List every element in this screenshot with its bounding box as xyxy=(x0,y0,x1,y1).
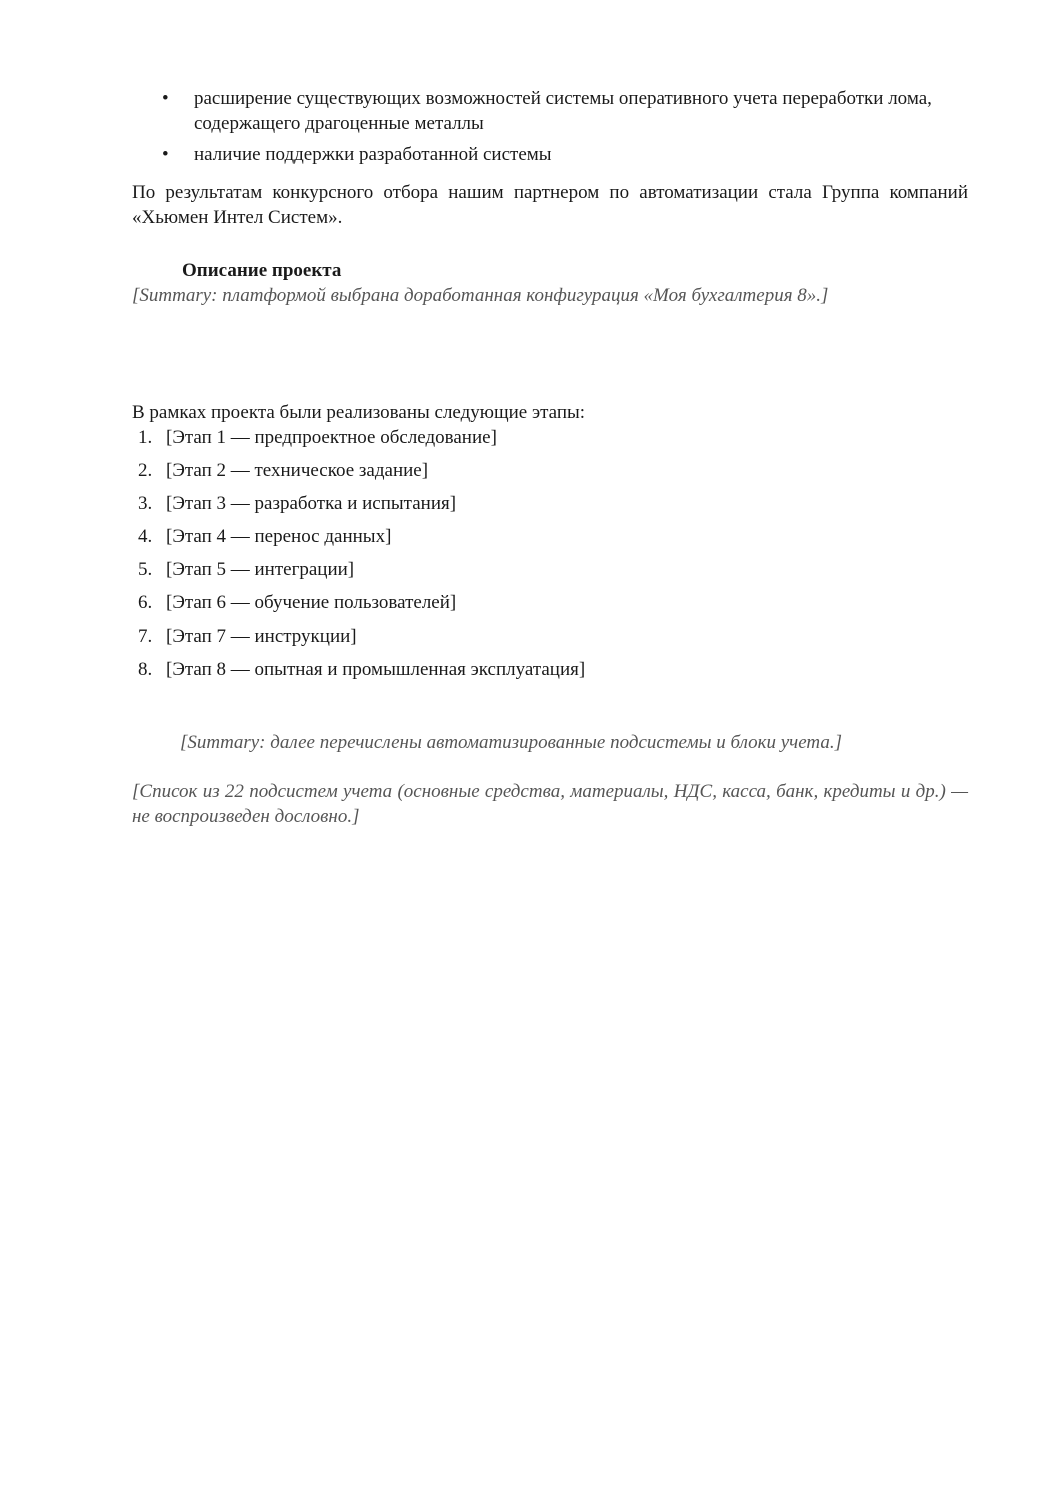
stage-number: 6. xyxy=(138,592,153,614)
list-item xyxy=(132,657,968,682)
list-item xyxy=(132,624,968,649)
list-item xyxy=(132,524,968,549)
excerpt-paragraph: По результатам конкурсного отбора нашим партнером по автоматизации стала Группа компаний «Хьюмен Интел Систем». xyxy=(132,182,968,229)
stage-number: 2. xyxy=(138,460,153,482)
stage-number: 1. xyxy=(138,427,153,449)
project-section xyxy=(132,258,968,308)
subsystems-note: [Список из 22 подсистем учета (основные средства, материалы, НДС, касса, банк, кредиты и др.) — не воспроизведен дословно.] xyxy=(132,781,968,828)
list-item: • наличие поддержки разработанной системы xyxy=(132,142,968,167)
stage-text: [Этап 6 — обучение пользователей] xyxy=(166,592,457,614)
stage-text: [Этап 4 — перенос данных] xyxy=(166,526,392,548)
partner-excerpt xyxy=(132,180,968,230)
stage-text: [Этап 1 — предпроектное обследование] xyxy=(166,427,497,449)
list-item xyxy=(132,557,968,582)
stages-list xyxy=(132,425,968,682)
list-item: • расширение существующих возможностей системы оперативного учета переработки лома, содержащего драгоценные металлы xyxy=(132,86,968,136)
list-item xyxy=(132,425,968,450)
platform-summary: [Summary: платформой выбрана доработанная конфигурация «Моя бухгалтерия 8».] xyxy=(132,285,829,307)
top-bullet-section xyxy=(132,86,968,173)
stage-text: [Этап 7 — инструкции] xyxy=(166,625,357,647)
stage-number: 8. xyxy=(138,658,153,680)
list-item xyxy=(132,458,968,483)
stages-section xyxy=(132,400,968,690)
subsystems-section xyxy=(132,730,968,829)
stage-text: [Этап 8 — опытная и промышленная эксплуатация] xyxy=(166,658,586,680)
stage-number: 4. xyxy=(138,526,153,548)
stage-text: [Этап 2 — техническое задание] xyxy=(166,460,429,482)
section-heading: Описание проекта xyxy=(182,260,342,281)
stage-number: 3. xyxy=(138,493,153,515)
stage-number: 5. xyxy=(138,559,153,581)
top-bullet-list xyxy=(132,86,968,167)
list-item xyxy=(132,590,968,615)
stage-text: [Этап 3 — разработка и испытания] xyxy=(166,493,457,515)
stages-intro: В рамках проекта были реализованы следующие этапы: xyxy=(132,402,586,423)
stage-number: 7. xyxy=(138,625,153,647)
subsystems-intro: [Summary: далее перечислены автоматизированные подсистемы и блоки учета.] xyxy=(180,732,843,753)
stage-text: [Этап 5 — интеграции] xyxy=(166,559,355,581)
list-item xyxy=(132,491,968,516)
